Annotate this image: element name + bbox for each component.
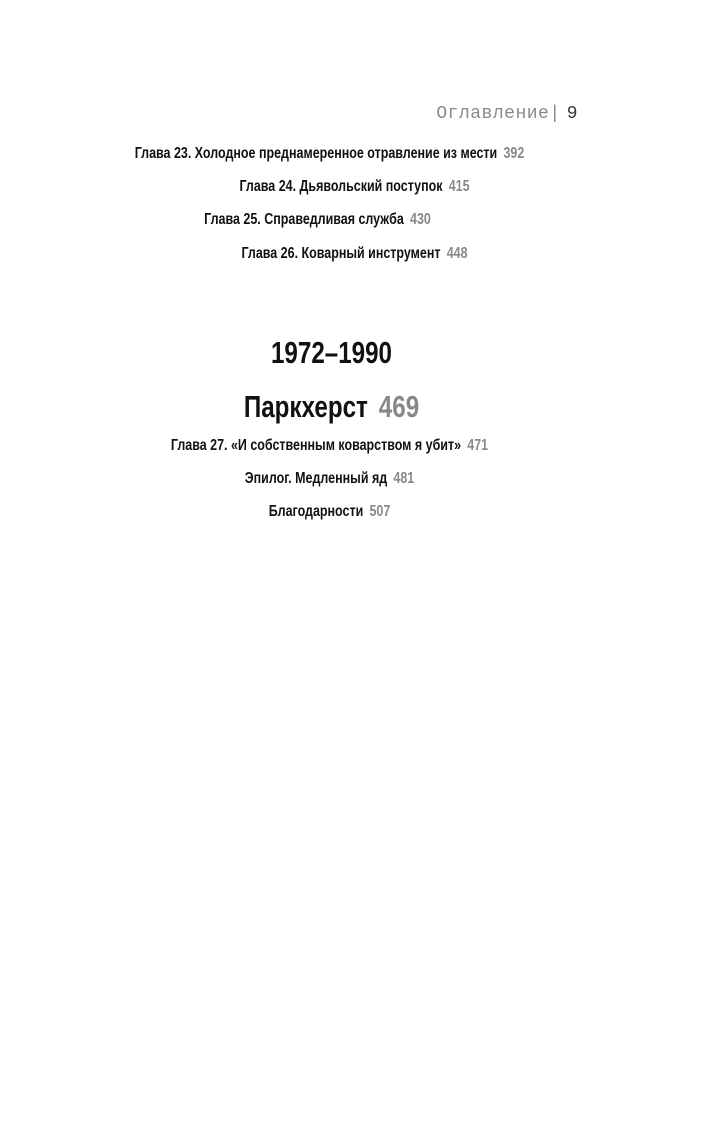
section-title: Оглавление	[436, 104, 550, 124]
toc-entry-page: 471	[467, 437, 489, 454]
toc-entry-chapter-23[interactable]	[53, 145, 606, 163]
period-heading: 1972–1990	[270, 335, 393, 370]
toc-entry-title: Глава 24. Дьявольский поступок	[239, 178, 443, 195]
toc-entry-chapter-27[interactable]	[53, 437, 606, 455]
toc-entry-chapter-25[interactable]	[41, 211, 594, 229]
toc-entry-epilogue[interactable]	[53, 470, 606, 488]
toc-entry-title: Эпилог. Медленный яд	[244, 470, 388, 487]
part-title: Паркхерст	[243, 389, 368, 424]
toc-entry-title: Глава 23. Холодное преднамеренное отравление из мести	[134, 145, 498, 162]
toc-entry-page: 430	[410, 211, 431, 228]
toc-entry-page: 481	[393, 470, 415, 487]
running-header	[436, 104, 578, 124]
toc-entry-chapter-24[interactable]	[78, 178, 631, 196]
toc-entry-page: 507	[369, 503, 391, 520]
toc-entry-title: Глава 25. Справедливая служба	[204, 211, 404, 228]
toc-entry-page: 392	[503, 145, 525, 162]
part-page: 469	[378, 389, 420, 424]
toc-part-heading[interactable]	[73, 389, 590, 425]
toc-entry-title: Глава 26. Коварный инструмент	[241, 245, 441, 262]
page-number: 9	[566, 104, 578, 124]
header-separator: |	[549, 104, 561, 124]
toc-entry-chapter-26[interactable]	[78, 245, 631, 263]
toc-entry-title: Глава 27. «И собственным коварством я убит»	[170, 437, 462, 454]
toc-entry-title: Благодарности	[268, 503, 364, 520]
toc-entry-page: 415	[448, 178, 470, 195]
toc-entry-page: 448	[446, 245, 468, 262]
toc-entry-acknowledgements[interactable]	[53, 503, 606, 521]
